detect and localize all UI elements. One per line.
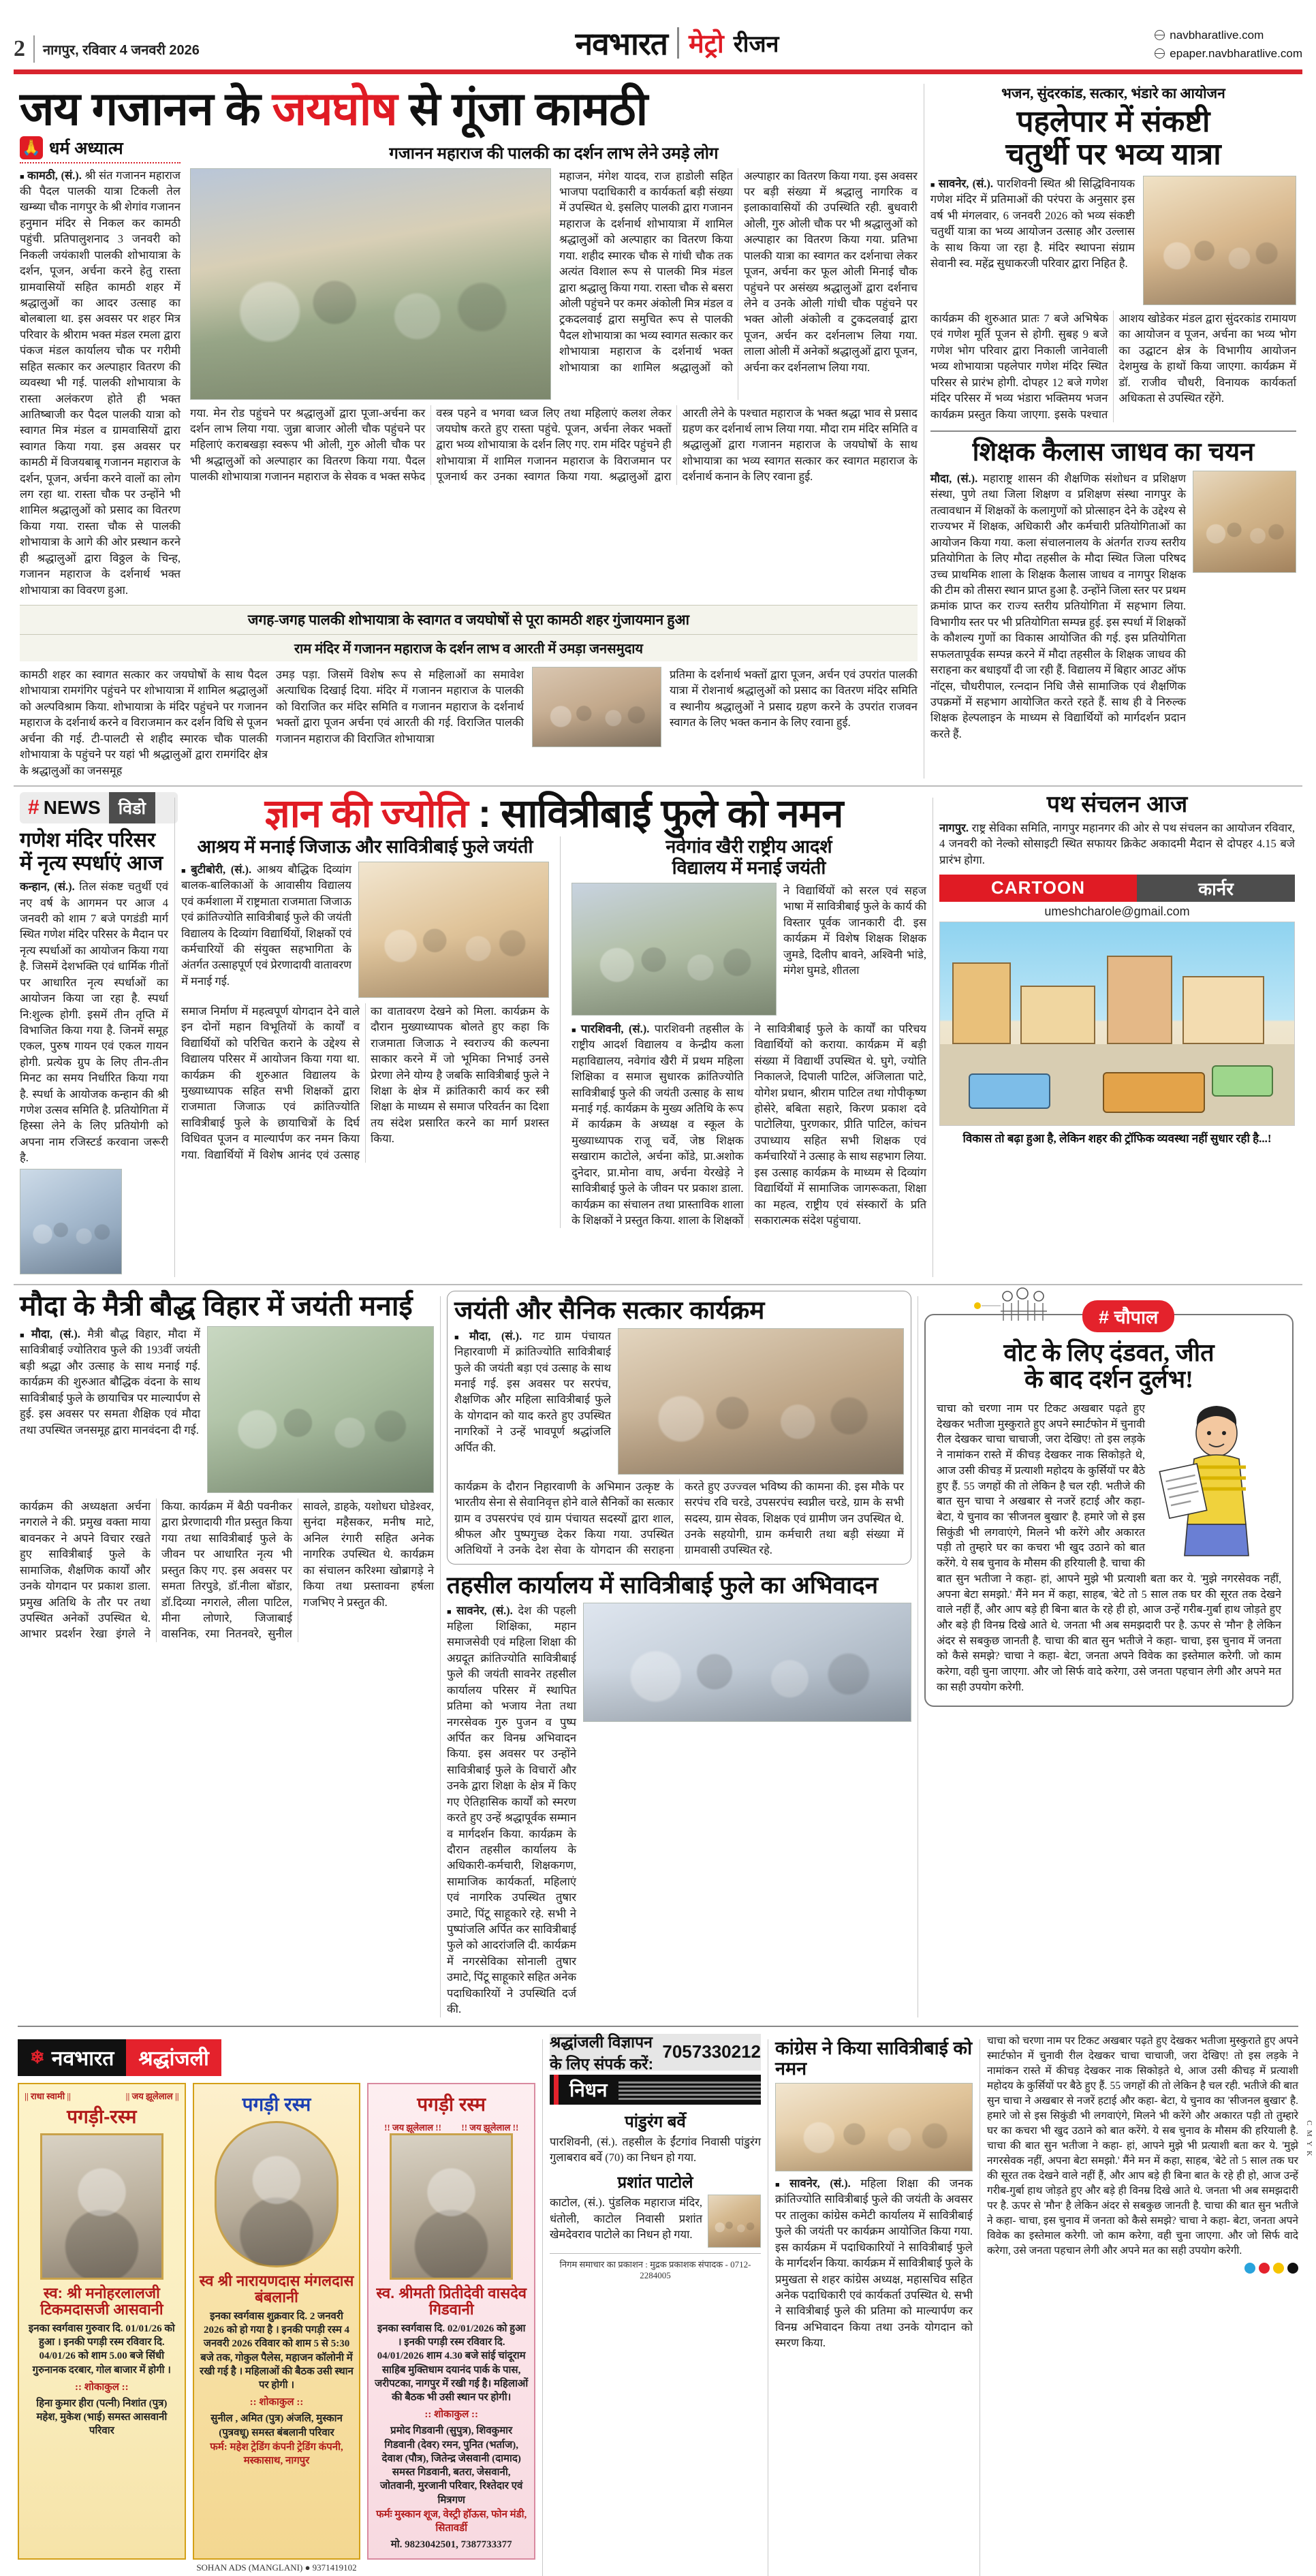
- lead-headline-part1: जय गजानन के: [20, 83, 272, 135]
- sainik-felicitation-photo: [618, 1328, 904, 1475]
- dharma-label: धर्म अध्यात्म: [49, 138, 123, 158]
- masthead-logo-group: [576, 22, 779, 64]
- city-traffic-cartoon: [939, 922, 1295, 1126]
- obituary-body: इनका स्वर्गवास दि. 02/01/2026 को हुआ । इनकी पगड़ी रस्म रविवार दि. 04/01/2026 शाम 4.30 बजे सांई चांदूराम साहिब मुक्तिधाम दयानंद पार्क के पास, जरीपटका, नागपुर में रखी गई है। महिलाओं की बैठक भी उसी स्थान पर होगी।: [375, 2323, 529, 2404]
- savitribai-right-photo-wrap: [571, 883, 777, 1016]
- path-sanchalan-headline: पथ संचलन आज: [1046, 791, 1188, 817]
- lead-lower-text: [190, 405, 918, 485]
- chaupal-body-cont: चाचा को चरणा नाम पर टिकट अखबार पढ़ते हुए देखकर भतीजा मुस्कुराते हुए अपने स्मार्टफोन में चुनावी रील देखकर चाचा चाचाजी, जरा देखिए! तो इस लड़के ने नामांकन रास्ते में कीचड़ देखकर नाक सिकोड़ते थे, आज उसी कीचड़ में प्रत्याशी महोदय के कुर्सियों पर बैठे हुए हैं. 55 जगहों की तो लेकिन है चल रही. भतीजे की बात सुन चाचा ने अखबार से नजरें हटाई और कहा- बेटा, ये चुनाव का 'सीजनल बुखार' है. हमारे जो से इस सिकुंडी भी लगवाएंगे, मिलने भी करेंगे और अकारत पड़ी तो तुम्हारे घर का कचरा भी खुद उठाने को बात करेंगे. ये सब चुनाव के मौसम की हरियाली है. चाचा की बात सुन भतीजा ने कहा- हां, आपने मुझे भी प्रत्याशी बता कर ये. 'मुझे नगरसेवक नहीं, अपना बेटा समझो.' मैंने मन में कहा, साहब, 'बेटे तो 5 साल तक घर की सूरत तक देखने वाले नहीं हैं, और आप बड़े ही बिना बात के रहे ही हो, आज उन्हें गरीब-गुर्बा हाथ जोड़ते हुए और बड़े ही विनम्र दिखे आते थे. जनता भी अब समझदारी पर है. ऊपर से 'मौन' है लेकिन अंदर से सबकुछ जानती है. चाचा की बात सुन भतीजे ने कहा- चाचा, इस चुनाव में जनता को कैसे समझे? चाचा ने कहा- बेटा, जनता अपने विवेक का इस्तेमाल करेगी. जो काम करेगा, वही चुना जाएगा. और जो सिर्फ वादे करेगा, उसे जनता पहचान लेगी और अपने मत का सही उपयोग करेगी.: [987, 2035, 1298, 2257]
- obituary-tags: [25, 2090, 179, 2102]
- globe-icon: [1155, 48, 1165, 59]
- tehsil-office-photo: [583, 1603, 911, 1722]
- savitribai-left-lower: [181, 1003, 549, 1163]
- teacher-dateline: मौदा, (सं.).: [930, 472, 978, 486]
- palki-procession-photo: [190, 168, 551, 400]
- chaupal-body: चाचा को चरणा नाम पर टिकट अखबार पढ़ते हुए देखकर भतीजा मुस्कुराते हुए अपने स्मार्टफोन में चुनावी रील देखकर चाचा चाचाजी, जरा देखिए! तो इस लड़के ने नामांकन रास्ते में कीचड़ देखकर नाक सिकोड़ते थे, आज उसी कीचड़ में प्रत्याशी महोदय के कुर्सियों पर बैठे हुए हैं. 55 जगहों की तो लेकिन है चल रही. भतीजे की बात सुन चाचा ने अखबार से नजरें हटाई और कहा- बेटा, ये चुनाव का 'सीजनल बुखार' है. हमारे जो से इस सिकुंडी भी लगवाएंगे, मिलने भी करेंगे और अकारत पड़ी तो तुम्हारे घर का कचरा भी खुद उठाने को बात करेंगे. ये सब चुनाव के मौसम की हरियाली है. चाचा की बात सुन भतीजा ने कहा- हां, आपने मुझे भी प्रत्याशी बता कर ये. 'मुझे नगरसेवक नहीं, अपना बेटा समझो.' मैंने मन में कहा, साहब, 'बेटे तो 5 साल तक घर की सूरत तक देखने वाले नहीं हैं, और आप बड़े ही बिना बात के रहे ही हो, आज उन्हें गरीब-गुर्बा हाथ जोड़ते हुए और बड़े ही विनम्र दिखे आते थे. जनता भी अब समझदारी पर है. ऊपर से 'मौन' है लेकिन अंदर से सबकुछ जानती है. चाचा की बात सुन भतीजे ने कहा- चाचा, इस चुनाव में जनता को कैसे समझे? चाचा ने कहा- बेटा, जनता अपने विवेक का इस्तेमाल करेगी. जो काम करेगा, वही चुना जाएगा. और जो सिर्फ वादे करेगा, उसे जनता पहचान लेगी और अपने मत का सही उपयोग करेगी.: [937, 1402, 1281, 1693]
- edition-label-metro: मेट्रो: [689, 30, 724, 59]
- congress-event-photo: [775, 2083, 973, 2171]
- epaper-link-row[interactable]: [1155, 44, 1302, 63]
- congress-body: महिला शिक्षा की जनक क्रांतिज्योति सावित्रीबाई फुले की जयंती के अवसर पर तालुका कांग्रेस कमेटी कार्यालय में सावित्रीबाई फुले की जयंती पर कार्यक्रम आयोजित किया गया. इस कार्यक्रम में पदाधिकारियों ने सावित्रीबाई फुले के मार्गदर्शन किया. कार्यक्रम में सावित्रीबाई फुले के प्रमुखता से शहर कांग्रेस अध्यक्ष, महासचिव सहित अनेक पदाधिकारी एवं कार्यकर्ता उपस्थित थे. सभी ने सावित्रीबाई फुले की प्रतिमा को माल्यार्पण कर विनम्र अभिवादन किया तथा उनके योगदान को स्मरण किया.: [775, 2177, 973, 2350]
- lead-c3-para2: पैदल पालकी शोभायात्रा गजानन महाराज के सेवक व भक्त सफेद वस्त्र पहने व भगवा ध्वज लिए तथा महिलाएं कलश लेकर जयघोष करते हुए रास्ता पहुंचे. पूजन, अर्चना लेकर भक्तों द्वारा भव्य शोभायात्रा के दर्शन लिए गए. राम मंदिर पहुंचने ही शोभायात्रा में शामिल गजानन महाराज के विराजमान पर पूजनार्थ कर उनका स्वागत किया गया. श्रद्धालुओं द्वारा आरती लेने के पश्चात महाराज के भक्त श्रद्धा भाव से प्रसाद ग्रहण कर दर्शनार्थ लाभ लिया गया. मौदा राम मंदिर समिति व श्रद्धालुओं द्वारा गजानन महाराज के जयघोषों के साथ शोभायात्रा का भव्य स्वागत सत्कार कर स्वागत महाराज के दर्शनार्थ कनान के लिए रवाना हुई.: [190, 406, 918, 484]
- section-divider: [930, 430, 1296, 432]
- right-lead-para2: कार्यक्रम की शुरुआत प्रातः 7 बजे अभिषेक एवं गणेश मूर्ति पूजन से होगी. सुबह 9 बजे गणेश भोग परिवार द्वारा निकाली जानेवाली भव्य शोभायात्रा पहलेपार गणेश मंदिर स्थित परिसर से प्रारंभ होगी. दोपहर 12 बजे गणेश मंदिर परिसर में भव्य भंडारा भक्तिमय भजन कार्यक्रम प्रस्तुत किया जाएगा. इसके पश्चात आशय खोडेकर मंडल द्वारा सुंदरकांड रामायण का आयोजन व पूजन, अर्चना का भव्य भोग का उद्घाटन क्षेत्र के विभागीय आयोजन देशमुख के हाथों किया जाएगा. कार्यक्रम में डॉ. राजीव चौधरी, विनायक कार्यकर्ता अधिकता से उपस्थित रहेंगे.: [930, 312, 1296, 421]
- rose-icon: ❄: [30, 2047, 45, 2068]
- hash-icon: #: [28, 796, 40, 819]
- obituary-name: स्व श्री नारायणदास मंगलदास बंबलानी: [199, 2272, 354, 2306]
- teacher-photo-wrap: [1193, 471, 1296, 742]
- shraddhanjali-bar: [18, 2039, 535, 2076]
- obituary-row: [18, 2083, 535, 2560]
- nidhan-item-name: पांडुरंग बर्वे: [625, 2112, 686, 2131]
- news-label: NEWS: [43, 796, 101, 818]
- namaste-icon: 🙏: [20, 136, 43, 159]
- lead-c3-para1: गया. मेन रोड पहुंचने पर श्रद्धालुओं द्वारा पूजा-अर्चना कर दर्शन लाभ लिया गया. जुन्ना बाजार ओली चौक पहुंचने पर महिलाएं कराबखड़ा स्वरूप भी ओली, गुरु ओली चौक पर भी श्रद्धालुओं को अल्पाहार का वितरण किया गया.: [190, 406, 426, 467]
- dot-magenta: [1259, 2263, 1270, 2274]
- cartoon-column: [933, 792, 1301, 1277]
- jayanti-sainik-article: [441, 1291, 918, 2017]
- masthead-left: [14, 35, 200, 63]
- shraddhanjali-contact-text: श्रद्धांजली विज्ञापन के लिए संपर्क करें:: [550, 2032, 654, 2073]
- mouda-text-col1: [20, 1326, 200, 1493]
- news-video-body: तिल संकष्ट चतुर्थी एवं नए वर्ष के आगमन पर आज 4 जनवरी को शाम 7 बजे पगडंडी मार्ग स्थित गणेश मंदिर परिसर के मैदान पर नृत्य स्पर्धाओं का आयोजन किया गया है. जिसमें देशभक्ति एवं धार्मिक गीतों पर आधारित नृत्य स्पर्धाओं का आयोजन किया जा रहा है. स्पर्धा नि:शुल्क होगी. इसमें तीन तृप्ति में विभाजित किया गया है. जिनमें समूह एकल, पुरुष गायन एवं एकल गायन होगी. प्रत्येक ग्रुप के लिए तीन-तीन मिनट का समय निर्धारित किया गया है. स्पर्धा के आयोजक कन्हान की श्री गणेश उत्सव समिति है. प्रतियोगिता में हिस्सा लेने के लिए प्रतियोगी को अपना नाम रजिस्टर्ड करवाना जरूरी है.: [20, 880, 168, 1165]
- congress-headline: कांग्रेस ने किया सावित्रीबाई को नमन: [775, 2037, 973, 2079]
- page-number: 2: [14, 36, 25, 61]
- teacher-text: [930, 471, 1186, 742]
- lead-headline: [20, 83, 918, 135]
- lead-c2-para1: महाजन, मंगेश यादव, राज हाडोली सहित भाजपा पदाधिकारी व कार्यकर्ता बड़ी संख्या में उपस्थित थे. इसलिए पालकी द्वारा गजानन महाराज के दर्शनार्थ शोभायात्रा में शामिल श्रद्धालुओं को अल्पाहार का वितरण किया गया. शहीद स्मारक चौक से गांधी चौक तक अत्यंत विशाल रूप से पालकी मित्र मंडल द्वारा श्रद्धालु किया गया. रास्ता चौक से बसरा ओली पहुंचने पर कमर अंकोली मित्र मंडल व ट्रकदलवाई द्वारा समुचित रूप से पालकी पैदल शोभायात्रा का भव्य स्वागत सत्कार कर शोभायात्रा महाराज के दर्शनार्थ भक्त शोभायात्रा का: [559, 169, 733, 374]
- dharma-section-badge[interactable]: [20, 136, 181, 159]
- obituary-tags: [374, 2121, 529, 2133]
- lead-bottom-block: [20, 667, 918, 779]
- jayanti-sainik-headline: जयंती और सैनिक सत्कार कार्यक्रम: [454, 1295, 765, 1324]
- obituary-tag-right: || जय झूलेलाल ||: [125, 2090, 179, 2101]
- obituary-phone: मो. 9823042501, 7387733377: [390, 2539, 512, 2550]
- news-video-column: [14, 792, 174, 1277]
- chaupal-headline-line2: के बाद दर्शन दुर्लभ!: [1024, 1366, 1194, 1394]
- deceased-portrait: [708, 2195, 761, 2248]
- obituary-card: [18, 2083, 186, 2560]
- mouda-article: [14, 1291, 440, 2017]
- shraddhanjali-logo-block: [18, 2039, 126, 2076]
- news-video-dateline: कन्हान, (सं.).: [20, 880, 75, 894]
- lead-col1-text: [20, 168, 181, 598]
- savitribai-center-p2: घुगे, ज्योति निकालजे, दिपाली पाटिल, अंजिलाता पाटे, योगेश प्रधान, श्रीराम पाटिल तथा गोपीकृष्ण होसेरे, बबिता सहारे, किरण प्रकाश दवे पाटोलिया, पुरणकार, प्रीति पाटिल, कांचन उपाध्याय सहित सभी शिक्षक एवं कर्मचारियों ने उत्साह के साथ सहभाग लिया. इस उत्साह कार्यक्रम के माध्यम से दिव्यांग विद्यार्थियों में सामाजिक जागरूकता, शिक्षा का महत्व, राष्ट्रीय एवं संस्कारों के प्रति सकारात्मक संदेश पहुंचाया.: [754, 1054, 926, 1227]
- tehsil-p1: देश की पहली महिला शिक्षिका, महान समाजसेवी एवं महिला शिक्षा की अग्रदूत क्रांतिज्योति सावित्रीबाई फुले की जयंती सावनेर तहसील कार्यालय परिसर में स्थापित प्रतिमा को भजाय नेता तथा नगरसेवक गुरु पुजन व पुष्प अर्पित कर विनम्र अभिवादन किया. इस अवसर पर उन्होंने सावित्रीबाई फुले के विचारों और उनके द्वारा शिक्षा के क्षेत्र में किए गए ऐतिहासिक कार्यों को स्मरण करते हुए उन्हें श्रद्धापूर्वक सम्मान व मार्गदर्शन किया. कार्यक्रम के दौरान तहसील कार्यालय के अधिकारी-कर्मचारी, शिक्षकगण, सामाजिक कार्यकर्ता, महिलाएं एवं नागरिक उपस्थित तुषार उमाटे, पिंटू साहूकारे रहे. सभी ने पुष्पांजलि अर्पित कर सावित्रीबाई फुले को आदरांजलि दी. कार्यक्रम में नगरसेविका सोनाली तुषार उमाटे, पिंटू साहूकारे सहित अनेक पदाधिकारियों ने उपस्थिति दर्ज की.: [447, 1603, 576, 2016]
- nidhan-label: निधन: [569, 2079, 608, 2101]
- savitribai-left-p2: समाज निर्माण में महत्वपूर्ण योगदान देने वाले इन दोनों महान विभूतियों के कार्यों व विद्यार्थियों को परिचित कराने के उद्देश्य से विद्यालय परिसर में आयोजन किया गया था. कार्यक्रम की शुरुआत विद्यालय के मुख्याध्यापक सहित सभी शिक्षकों द्वारा राजमाता जिजाऊ एवं क्रांतिज्योति सावित्रीबाई फुले के छायाचित्रों के दिर्घ विधिवत पूजन व माल्यार्पण कर नमन किया गया.: [181, 1004, 360, 1161]
- nidhan-bar: [550, 2075, 761, 2105]
- savitribai-headline: [181, 791, 926, 836]
- news-video-badge[interactable]: [20, 792, 178, 823]
- cartoon-building-4: [1182, 976, 1264, 1044]
- shraddhanjali-contact-phone: 7057330212: [662, 2041, 761, 2062]
- chaupal-headline-line1: वोट के लिए दंडवत, जीत: [1003, 1338, 1215, 1366]
- obituary-firm: फर्म: महेश ट्रेडिंग कंपनी ट्रेडिंग कंपनी, मस्कासाथ, नागपुर: [210, 2441, 343, 2466]
- savitribai-right-subhead-1: नवेगांव खैरी राष्ट्रीय आदर्श: [665, 836, 832, 857]
- shraddhanjali-title: श्रद्धांजली: [126, 2039, 221, 2076]
- lead-c2-para2: शामिल श्रद्धालुओं को अल्पाहार का वितरण किया गया. इस अवसर पर बड़ी संख्या में श्रद्धालु नागरिक व इलाकावासियों की उपस्थिति रही. बुधवारी ओली, गुरु ओली चौक पर भी श्रद्धालुओं को अल्पाहार का वितरण किया गया. प्रतिभा पालकी यात्रा का स्वागत कर दर्शनाचा लेकर पूजन, अर्चना कर फूल ओली मिनाई चौक पहुंचने पर असंख्य श्रद्धालुओं द्वारा दर्शनाच लेने व उनके ओली गांधी चौक पहुंचने पर भक्त ओली अंकोली व टुकदलवाई द्वारा पूजन, अर्चन कर दर्शनलाभ लिया गया. लाला ओली में अनेकों श्रद्धालुओं द्वारा पूजन, अर्चना कर दर्शनलाभ लिया गया.: [632, 169, 918, 374]
- lead-col23-text: [559, 168, 918, 400]
- mouda-p2: कार्यक्रम की अध्यक्षता अर्चना नगराले ने की. प्रमुख वक्ता माया बावनकर ने अपने विचार रखते हुए सावित्रीबाई फुले के सामाजिक, शैक्षणिक कार्यों और उनके योगदान पर प्रकाश डाला. प्रमुख अतिथि के तौर पर तथा उपस्थित अनेकों उपस्थित थे. आभार प्रदर्शन रेखा इंगले ने किया. कार्यक्रम में बैठी पवनीकर द्वारा प्रेरणादायी गीत प्रस्तुत किया गया तथा सावित्रीबाई फुले के जीवन पर आधारित नृत्य भी प्रस्तुत किए गए. इस अवसर पर समता तिरपुडे, डॉ.नीला बोंडार, डॉ.दिव्या नगराले, लीला पाटिल, मीना लोणारे, जिजाबाई वासनिक, रमा नितनवरे, सुनील सावले, डाहके, यशोधरा घोडेश्वर, सुनंदा महैसकर, मनीष माटे, अनिल रंगारी सहित अनेक नागरिक उपस्थित थे. कार्यक्रम का संचालन करिश्मा खोब्रागड़े ने किया तथा प्रस्तावना हर्षला गजभिए ने प्रस्तुत की.: [20, 1500, 434, 1641]
- savitribai-section-rule: [14, 1284, 1302, 1285]
- inner-divider: [560, 836, 561, 1229]
- chaupal-headline: [937, 1340, 1281, 1394]
- obituary-firm: फर्मः मुस्कान शूज, वेस्ट्री हॉऊस, फोन मंडी, सितावर्डी: [376, 2509, 527, 2534]
- savitribai-left-p3: विद्यार्थियों में विशेष आनंद एवं उत्साह का वातावरण देखने को मिला. कार्यक्रम के दौरान मुख्याध्यापक बोलते हुए कहा कि राजमाता जिजाऊ ने स्वराज्य की कल्पना साकार करने में जो भूमिका निभाई उनसे प्रेरणा लेने योग्य है जबकि सावित्रीबाई फुले ने शिक्षा के क्षेत्र में क्रांतिकारी कार्य कर स्त्री शिक्षा के माध्यम से समाज परिवर्तन का दिशा तय संदेश प्रसारित करने का मार्ग प्रशस्त किया.: [204, 1004, 549, 1161]
- shraddhanjali-contact[interactable]: [550, 2034, 761, 2071]
- savitribai-right-lower: [571, 1021, 926, 1228]
- column-divider: [542, 2039, 543, 2576]
- savitribai-headline-black: सावित्रीबाई फुले को नमन: [501, 791, 843, 836]
- mouda-p1: मैत्री बौद्ध विहार, मौदा में सावित्रीबाई ज्योतिराव फुले की 193वीं जयंती बड़ी श्रद्धा और उत्साह के साथ मनाई गई. कार्यक्रम की शुरुआत बौद्धिक वंदना के साथ सावित्रीबाई फुले के छायाचित्र पर माल्यार्पण से हुई. इस अवसर पर समता शैक्षिक एवं मौदा तथा उपस्थित जनसमूह द्वारा मानवंदना दी गई.: [20, 1328, 200, 1436]
- cartoon-building-2: [1020, 986, 1095, 1044]
- lead-headline-highlight: जयघोष: [272, 83, 397, 135]
- masthead: [10, 0, 1306, 65]
- lead-bottom-photo-wrap: [532, 667, 661, 779]
- obituary-ceremony-title: पगड़ी रस्म: [417, 2093, 486, 2115]
- man-with-newspaper-cartoon: [1152, 1402, 1281, 1558]
- website-link-row[interactable]: [1155, 26, 1302, 44]
- masthead-links: [1155, 26, 1302, 63]
- obituary-family: प्रमोद गिडवानी (सुपुत्र), शिवकुमार गिडवानी (देवर) रमन, पुनित (भर्ताज), देवाश (पौत्र), जितेन्द्र जेसवानी (दामाद) समस्त गिडवानी, बतरा, जेसवानी, जोतवानी, मुरजानी परिवार, रिश्तेदार एवं मित्रगण: [380, 2425, 523, 2506]
- ads-credit: SOHAN ADS (MANGLANI) ● 9371419102: [196, 2562, 357, 2573]
- lead-photo-wrap: [190, 168, 551, 400]
- nidhan-item-text: काटोल, (सं.). पुंडलिक महाराज मंदिर, धंतोली, काटोल निवासी प्रशांत खेमदेवराव पाटोले का निधन हो गया.: [550, 2196, 702, 2242]
- savitribai-headline-colon: :: [467, 791, 501, 836]
- right-top-column: [924, 78, 1302, 779]
- right-lead-kicker: भजन, सुंदरकांड, सत्कार, भंडारे का आयोजन: [1001, 85, 1225, 101]
- obituary-ceremony-title: पगड़ी रस्म: [242, 2093, 311, 2115]
- ganesh-idol-photo: [1143, 176, 1296, 305]
- obituary-name: स्व. श्रीमती प्रितीदेवी वासदेव गिडवानी: [376, 2284, 527, 2319]
- publisher-credit: निगम समाचार का प्रकाशन : मुद्रक प्रकाशक संपादक - 0712-2284005: [550, 2253, 761, 2284]
- obituary-tag-left: !! जय झूलेलाल !!: [384, 2122, 441, 2133]
- path-sanchalan-body: राष्ट्र सेविका समिति, नागपुर महानगर की ओर से पथ संचलन का आयोजन रविवार, 4 जनवरी को नेल्को सोसाइटी स्थित सफायर क्रिकेट अकादमी मैदान से दोपहर 4.15 बजे प्रारंभ होगा.: [939, 821, 1296, 866]
- right-lead-para1: पारशिवनी स्थित श्री सिद्धिविनायक गणेश मंदिर में प्रतिमाओं की परंपरा के अनुसार इस वर्ष भी मंगलवार, 6 जनवरी 2026 को भव्य संकष्टी चतुर्थी यात्रा का भव्य आयोजन उत्साह और उल्लास के साथ किया जा रहा है. मंदिर स्थापना संग्राम सेवानी स्व. महेंद्र सुधाकरजी परिवार द्वारा निहित है.: [930, 177, 1135, 270]
- bottom-section: [10, 1291, 1306, 2017]
- shraddhanjali-logo: नवभारत: [51, 2047, 114, 2071]
- tehsil-photo-wrap: [583, 1603, 911, 2017]
- savitribai-center-p1: ने विद्यार्थियों को सरल एवं सहज भाषा में सावित्रीबाई फुले के कार्य की विस्तार पूर्वक जानकारी दी. इस कार्यक्रम में विशेष शिक्षक शिक्षक जुमडे, दिलीप बावने, अश्विनी भांडे, मंगेश घुमडे, शीतला: [783, 883, 926, 977]
- obituary-card: [367, 2083, 535, 2560]
- chaupal-villagers-icon: [973, 1285, 1062, 1326]
- gajanan-maharaj-photo: [532, 667, 661, 747]
- jayanti-sainik-p1: गट ग्राम पंचायत निहारवाणी में क्रांतिज्योति सावित्रीबाई फुले की जयंती बड़ा एवं उत्साह के साथ मनाई गई. इस अवसर पर सरपंच, शैक्षणिक और महिला सावित्रीबाई फुले के योगदान को याद करते हुए उपस्थित नागरिकों ने उन्हें भावपूर्ण श्रद्धांजलि अर्पित की.: [454, 1329, 611, 1454]
- dot-black: [1287, 2263, 1298, 2274]
- lead-kicker: गजानन महाराज की पालकी का दर्शन लाभ लेने उमड़े लोग: [389, 144, 719, 163]
- teacher-headline: शिक्षक कैलास जाधव का चयन: [972, 437, 1255, 467]
- lead-para-1: श्री संत गजानन महाराज की पैदल पालकी यात्रा टिकली तेल खम्ब्या चौक नागपुर के श्री शेगांव गजानन हनुमान मंदिर से निकल कर कामठी पहुंची. प्रतिपालुशनाद 3 जनवरी को निकली जयंकाशी पालकी शोभायात्रा के दर्शन, पूजन, अर्चना करने हेतु रास्ता ग्रामवासियों सहित कामठी शहर में श्रद्धालुओं का आदर उत्साह का बोलबाला था.: [20, 168, 181, 326]
- right-lead-text-col: [930, 176, 1135, 305]
- right-lead-headline-line1: पहलेपार में संकष्टी: [1016, 105, 1210, 138]
- jayanti-sainik-dateline: मौदा, (सं.).: [469, 1329, 522, 1342]
- mouda-dateline: मौदा, (सं.).: [31, 1328, 80, 1341]
- lead-left-rail: [20, 136, 181, 598]
- teacher-felicitation-photo: [1193, 471, 1296, 573]
- obituary-card: [193, 2083, 361, 2560]
- news-badge-left: [20, 792, 109, 823]
- cartoon-vehicle-3: [1212, 1065, 1273, 1097]
- lead-bottom-col3: प्रतिमा के दर्शनार्थ भक्तों द्वारा पूजन, अर्चन एवं उपरांत पालकी यात्रा में रोशनार्थ श्रद्धालुओं को प्रसाद का वितरण मंदिर समिति व स्थानीय श्रद्धालुओं ने प्रसाद ग्रहण करने के उपरांत राजवन स्वागत के लिए भक्त कनान के लिए रवाना हुई.: [669, 668, 918, 729]
- tehsil-headline: तहसील कार्यालय में सावित्रीबाई फुले का अभिवादन: [447, 1571, 879, 1599]
- jayanti-sainik-col1: [454, 1328, 611, 1475]
- deceased-photo-asvani: [40, 2133, 163, 2280]
- cartoon-building-1: [952, 962, 1011, 1044]
- right-lead-photo-wrap: [1143, 176, 1296, 305]
- nidhan-item-text: पारशिवनी, (सं.). तहसील के ईंटगांव निवासी पांडुरंग गुलाबराव बर्वे (70) का निधन हो गया.: [550, 2135, 761, 2164]
- mouda-headline: मौदा के मैत्री बौद्ध विहार में जयंती मनाई: [20, 1289, 413, 1321]
- jayanti-sainik-photo-wrap: [618, 1328, 904, 1475]
- savitribai-right-subhead-2: विद्यालय में मनाई जयंती: [672, 857, 826, 878]
- website-url: navbharatlive.com: [1170, 28, 1264, 42]
- cartoon-label-en: CARTOON: [939, 875, 1137, 902]
- lead-main-area: [190, 136, 918, 598]
- chaupal-continuation: [987, 2034, 1298, 2576]
- students-assembly-photo: [571, 883, 777, 1016]
- shraddhanjali-rule: [18, 2026, 1298, 2027]
- chaupal-box: [924, 1306, 1294, 1707]
- savitribai-left-dateline: बुटीबोरी, (सं.).: [191, 862, 252, 876]
- tehsil-dateline: सावनेर, (सं.).: [456, 1603, 513, 1617]
- cmyk-marker: C M Y K: [1305, 2120, 1313, 2157]
- savitribai-right-block: [571, 836, 926, 1229]
- news-video-headline: गणेश मंदिर परिसर में नृत्य स्पर्धाएं आज: [20, 828, 163, 875]
- ganesh-idol-blue-photo: [20, 1169, 122, 1274]
- obituary-tag-right: !! जय झूलेलाल !!: [461, 2122, 519, 2133]
- path-sanchalan-text: [939, 820, 1295, 868]
- lead-para-2: इस अवसर पर शहर मित्र परिवार के श्रीराम भक्त मंडल रमला द्वारा पंकज मंडल कार्यालय चौक पर गरीमी सहित सत्कार कर अल्पाहार वितरण की व्यवस्था भी गई. पालकी शोभायात्रा के रास्ता अलंकरण होते ही भक्त आतिष्बाजी कर पैदल पालकी यात्रा को स्वागत मित्र मंडल व ग्रामवासियों द्वारा स्वागत किया गया.: [20, 312, 181, 453]
- nidhan-red-tick: [554, 2075, 559, 2105]
- savitribai-left-photo-wrap: [358, 862, 549, 998]
- lead-strip-1: जगह-जगह पालकी शोभायात्रा के स्वागत व जयघोषों से पूरा कामठी शहर गुंजायमान हुआ: [20, 605, 918, 635]
- masthead-red-rule: [14, 69, 1302, 74]
- cartoonist-email[interactable]: umeshcharole@gmail.com: [1044, 904, 1190, 918]
- savitribai-main: [175, 792, 933, 1277]
- lead-bottom-col2: उमड़ पड़ा. जिसमें विशेष रूप से महिलाओं का समावेश अत्याधिक दिखाई दिया. मंदिर में गजानन महाराज के पालकी को विराजित कर मंदिर समिति व गजानन महाराज के दर्शनार्थ भक्तों द्वारा पूजन अर्चना एवं आरती की गई. विराजित पालकी गजानन महाराज की विराजित शोभायात्रा: [275, 668, 524, 745]
- mouda-event-photo: [207, 1326, 434, 1493]
- lead-para-3: इस अवसर पर कामठी में विजयबाबू गजानन महाराज के दर्शन, पूजन, अर्चना करने वालों का लोग लग रहा था. रास्ता चौक पर उन्होंने भी शामिल श्रद्धालुओं को प्रसाद का वितरण किया गया. रास्ता चौक से पालकी शोभायात्रा के आगे की ओर प्रस्थान करने ही श्रद्धालुओं द्वारा विठ्ठल के चिन्ह, गजानन महाराज के दर्शनार्थ भक्त शोभायात्रा का विवरण हुआ.: [20, 439, 181, 597]
- lead-bottom-col1: कामठी शहर का स्वागत सत्कार कर जयघोषों के साथ पैदल शोभायात्रा रामगंगिर पहुंचने पर शोभायात्रा में शामिल श्रद्धालुओं को अल्पविश्राम किया. शोभायात्रा के मंदिर पहुंचने पर गजानन महाराज के दर्शनार्थ करने व विराजमान कर दर्शन विधि से पूजन अर्चना की गई. टी-पालटी से शहीद स्मारक चौक पालकी शोभायात्रा के पहुंचने पर यहां भी श्रद्धालुओं द्वारा रामगंदिर क्षेत्र के श्रद्धालुओं का जनसमूह: [20, 668, 268, 777]
- globe-icon: [1155, 30, 1165, 40]
- cartoon-label-hi: कार्नर: [1137, 875, 1295, 902]
- color-registration-dots: [987, 2259, 1298, 2278]
- obituary-tag-left: || राधा स्वामी ||: [25, 2090, 72, 2101]
- lead-strip-2: राम मंदिर में गजानन महाराज के दर्शन लाभ व आरती में उमड़ा जनसमुदाय: [20, 635, 918, 661]
- cartoon-caption: विकास तो बढ़ा हुआ है, लेकिन शहर की ट्रॉफिक व्यवस्था नहीं सुधार रही है...!: [962, 1131, 1272, 1145]
- top-section-rule: [14, 785, 1302, 787]
- dotted-rule: [20, 162, 181, 163]
- dot-yellow: [1273, 2263, 1284, 2274]
- masthead-location-date: नागपुर, रविवार 4 जनवरी 2026: [43, 42, 200, 58]
- deceased-photo-gidwani: [390, 2133, 513, 2280]
- chaupal-badge[interactable]: # चौपाल: [1082, 1300, 1174, 1332]
- nidhan-column: [550, 2034, 761, 2576]
- masthead-divider: [33, 35, 35, 63]
- obituary-family: हिना कुमार हीरा (पत्नी) निशांत (पुत्र) महेश, मुकेश (भाई) समस्त आसवानी परिवार: [36, 2398, 168, 2437]
- jayanti-sainik-p2: कार्यक्रम के दौरान निहारवाणी के अभिमान उत्कृष्ट के भारतीय सेना से सेवानिवृत्त होने वाले सैनिकों का सत्कार ग्राम व उपसरपंच एवं ग्राम पंचायत सदस्यों द्वारा शाल, श्रीफल और पुष्पगुच्छ देकर किया गया. उपस्थित अतिथियों ने उनके देश सेवा के योगदान की सराहना करते हुए उज्ज्वल भविष्य की कामना की. इस मौके पर सरपंच रवि चरडे, उपसरपंच स्वप्नील चरडे, ग्राम के सभी सदस्य, ग्राम सेवक, शिक्षक एवं ग्रामीण जन उपस्थित थे. उनके सहयोगी, ग्राम कर्मचारी तथा बड़ी संख्या में ग्रामवासी उपस्थित रहे.: [454, 1479, 904, 1557]
- savitribai-section: [10, 792, 1306, 1277]
- savitribai-left-subhead: आश्रय में मनाई जिजाऊ और सावित्रीबाई फुले जयंती: [197, 836, 533, 857]
- obituary-ceremony-title: पगड़ी-रस्म: [67, 2105, 137, 2127]
- congress-article: [775, 2034, 973, 2576]
- video-label: विडो: [109, 792, 155, 823]
- obituary-shok-label: :: शोकाकुल ::: [424, 2409, 479, 2421]
- cartoon-vehicle-1: [969, 1073, 1050, 1109]
- edition-label-region: रीजन: [733, 31, 779, 57]
- cartoon-corner-badge[interactable]: [939, 875, 1295, 902]
- congress-dateline: सावनेर, (सं.).: [789, 2177, 851, 2190]
- right-lead-dateline: सावनेर, (सं.).: [938, 177, 994, 191]
- cartoon-vehicle-2: [1103, 1072, 1205, 1113]
- dot-cyan: [1244, 2263, 1255, 2274]
- savitribai-right-p1: पारशिवनी तहसील के राष्ट्रीय आदर्श विद्यालय व केन्द्रीय कला महाविद्यालय, नवेगांव खैरी में प्रथम महिला शिक्षिका व समाज सुधारक क्रांतिज्योति सावित्रीबाई फुले की जयंती उत्साह के साथ मनाई गई. कार्यक्रम के मुख्य अतिथि के रूप में कार्यक्रम के अध्यक्ष व स्कूल के मुख्याध्यापक राजू चर्वे, जेष्ठ शिक्षक सखाराम काटोले, अर्चना कोंडे, प्रा.अशोक दुनेदार, प्रा.मोना वाघ, अर्चना येरखेड़े ने सावित्रीबाई फुले के जीवन पर प्रकाश डाला. कार्यक्रम का संचालन तथा प्रास्ताविक शाला के शिक्षकों ने प्रस्तुत किया. शाला के शिक्षकों ने सावित्रीबाई फुले के कार्यों का परिचय विद्यार्थियों को कराया. कार्यक्रम में बड़ी संख्या में विद्यार्थी उपस्थित थे.: [571, 1022, 926, 1227]
- lead-story: [14, 78, 924, 779]
- savitribai-left-p1: आश्रय बौद्धिक दिव्यांग बालक-बालिकाओं के आवासीय विद्यालय एवं कर्मशाला में राष्ट्रमाता राजमाता जिजाऊ एवं क्रांतिज्योति सावित्रीबाई फुले की जयंती विद्यालय के दिव्यांग विद्यार्थियों, शिक्षकों एवं कर्मचारियों की संयुक्त सहभागिता के अंतर्गत उत्साहपूर्ण एवं प्रेरणादायी वातावरण में मनाई गई.: [181, 862, 352, 988]
- logo-separator: [677, 27, 679, 59]
- savitribai-headline-red: ज्ञान की ज्योति: [264, 791, 468, 836]
- savitribai-left-block: [181, 836, 549, 1229]
- epaper-url: epaper.navbharatlive.com: [1170, 46, 1302, 60]
- right-lead-headline-line2: चतुर्थी पर भव्य यात्रा: [1005, 137, 1221, 171]
- obituary-body: इनका स्वर्गवास शुक्रवार दि. 2 जनवरी 2026 को हो गया है । इनकी पगड़ी रस्म 4 जनवरी 2026 रविवार को शाम 5 से 5:30 बजे तक, गोकुल पैलेस, महाजन कॉलोनी में रखी गई है । महिलाओं की बैठक उसी स्थान पर होगी ।: [200, 2310, 354, 2391]
- news-video-text: [20, 879, 168, 1166]
- school-children-photo: [358, 862, 549, 998]
- right-lead-headline: [930, 106, 1296, 170]
- lead-dateline: कामठी, (सं.).: [27, 168, 82, 182]
- obituary-body: इनका स्वर्गवास गुरुवार दि. 01/01/26 को हुआ । इनकी पगड़ी रस्म रविवार दि. 04/01/26 को शाम 5.00 बजे सिंधी गुरुनानक दरबार, गोल बाजार में होगी ।: [28, 2323, 175, 2376]
- path-sanchalan-dateline: नागपुर.: [939, 821, 969, 834]
- cartoon-building-3: [1107, 956, 1172, 1044]
- chaupal-column: [918, 1291, 1300, 2017]
- savitribai-left-col1: [181, 862, 351, 998]
- obituary-name: स्व: श्री मनोहरलालजी टिकमदासजी आसवानी: [40, 2284, 163, 2319]
- mouda-photo-wrap: [207, 1326, 434, 1493]
- obituary-family: सुनील , अमित (पुत्र) अंजलि, मुस्कान (पुत्रवधू) समस्त बंबलानी परिवार: [210, 2413, 343, 2438]
- shraddhanjali-section: [10, 2026, 1306, 2576]
- obituary-group: [18, 2034, 535, 2576]
- deceased-photo-bamblani: [215, 2121, 338, 2267]
- teacher-body: महाराष्ट्र शासन की शैक्षणिक संशोधन व प्रशिक्षण संस्था, पुणे तथा जिला शिक्षण व प्रशिक्षण संस्था नागपुर के तत्वावधान में शिक्षकों के कलागुणों को प्रोत्साहन देने के उद्देश्य से राज्यभर में शिक्षक, अधिकारी और कर्मचारी प्रतियोगिताओं का आयोजन किया गया. कला संचालनालय के अंतर्गत राज्य स्तरीय प्रतियोगिता के लिए मौदा तहसील के मौदा स्थित जिला परिषद उच्च प्राथमिक शाला के शिक्षक कैलास जाधव व नागपुर शिक्षक की टीम को तीसरा स्थान प्राप्त हुआ है. उन्होंने जिला स्तर पर प्रथम क्रमांक प्राप्त कर राज्य स्तरीय प्रतियोगिता में सहभाग लिया. विभागीय स्तर पर भी प्रतियोगिता सम्पन्न हुई. इस स्पर्धा में शिक्षकों के कौशल्य गुणों का विकास आयोजित की गई. इस प्रतियोगिता सफलतापूर्वक सम्पन्न करने में मौदा तहसील के शिक्षक जाधव की सराहना कर बधाइयाँ दी जा रही हैं. विद्यालय में बिहार आउट ऑफ नॉट्स, चौधरीपाल, रत्नदान निधि जैसे सामाजिक एवं शैक्षणिक उपक्रमों में सहभाग आयोजित करते रहते हैं. साथ ही वे निरुल्क शिक्षक हेल्पलाइन के माध्यम से विद्यार्थियों को मार्गदर्शन प्रदान करते हैं.: [930, 472, 1186, 740]
- top-section: [10, 78, 1306, 779]
- congress-text: [775, 2176, 973, 2351]
- savitribai-center-col: [783, 883, 926, 1016]
- jayanti-sainik-box: [447, 1291, 911, 1565]
- obituary-shok-label: :: शोकाकुल ::: [249, 2397, 304, 2408]
- lead-headline-part2: से गूंजा कामठी: [396, 83, 648, 135]
- newspaper-logo: नवभारत: [575, 26, 668, 61]
- nidhan-item-name: प्रशांत पाटोले: [617, 2173, 693, 2193]
- savitribai-right-dateline: पारशिवनी, (सं.).: [580, 1022, 650, 1035]
- tehsil-col1: [447, 1603, 576, 2017]
- obituary-shok-label: :: शोकाकुल ::: [75, 2381, 129, 2393]
- nidhan-stripes: [618, 2079, 761, 2100]
